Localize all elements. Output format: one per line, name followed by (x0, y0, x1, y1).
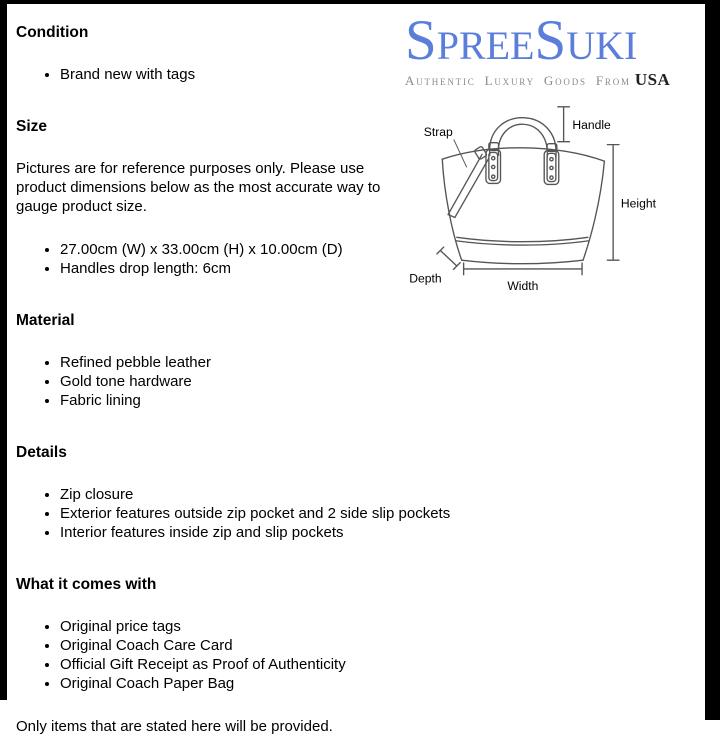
list-item: • Refined pebble leather (60, 353, 697, 372)
bag-diagram-wrap (405, 99, 697, 304)
list-item: • Zip closure (60, 485, 697, 504)
list-item: • Original Coach Care Card (60, 636, 697, 655)
section-heading-condition: Condition (16, 24, 89, 41)
list-item: • Handles drop length: 6cm (60, 259, 697, 278)
bag-right-side (583, 161, 604, 260)
brand-tagline-text: Authentic Luxury Goods From (405, 73, 631, 88)
height-measure-line (607, 145, 619, 261)
bag-dimension-diagram (405, 99, 697, 299)
brand-and-diagram-block (405, 9, 697, 304)
bag-strap-edge-2 (455, 158, 489, 217)
section-heading-material: Material (16, 312, 75, 329)
brand-logo: SpreeSuki (405, 9, 638, 72)
bag-top-edge (442, 148, 604, 161)
brand-tagline (405, 70, 697, 91)
what-it-comes-with-list (16, 617, 697, 693)
footer-note: Only items that are stated here will be provided. (16, 718, 333, 735)
list-item: • Exterior features outside zip pocket and 2 side slip pockets (60, 504, 697, 523)
bag-right-tab-rivet (550, 158, 553, 161)
frame-left-bar (0, 0, 7, 700)
depth-label: Depth (409, 271, 442, 286)
bag-band-seam-2 (457, 237, 588, 241)
list-item: • Interior features inside zip and slip pockets (60, 523, 697, 542)
list-item: • Official Gift Receipt as Proof of Authenticity (60, 655, 697, 674)
bag-left-tab-rivet (492, 175, 495, 178)
bag-bottom-edge (462, 260, 583, 264)
bag-right-tab-rivet (550, 176, 553, 179)
width-measure-line (464, 263, 582, 275)
list-item: • Fabric lining (60, 391, 697, 410)
bag-left-tab-rivet (492, 157, 495, 160)
handle-measure-line (558, 107, 570, 142)
section-heading-details: Details (16, 444, 67, 461)
section-heading-what-it-comes-with: What it comes with (16, 576, 157, 593)
size-note: Pictures are for reference purposes only. Please use product dimensions below as the most accurate way to gauge product size. (16, 160, 381, 215)
list-item: • Gold tone hardware (60, 372, 697, 391)
height-label: Height (620, 196, 656, 211)
list-item: • 27.00cm (W) x 33.00cm (H) x 10.00cm (D) (60, 240, 697, 259)
list-item: • Original price tags (60, 617, 697, 636)
section-heading-size: Size (16, 118, 48, 135)
depth-measure-line (437, 247, 460, 269)
handle-label: Handle (572, 118, 611, 133)
list-item: • Original Coach Paper Bag (60, 674, 697, 693)
list-item: • Brand new with tags (60, 65, 697, 84)
bag-right-tab-rivet (550, 166, 553, 169)
brand-tagline-usa: USA (634, 70, 671, 89)
frame-top-bar (0, 0, 720, 4)
width-label: Width (507, 279, 539, 294)
bag-left-tab-rivet (492, 165, 495, 168)
frame-right-bar (705, 0, 720, 720)
bag-handle-inner (498, 124, 547, 157)
material-list (16, 353, 697, 410)
description-content (7, 4, 705, 735)
details-list (16, 485, 697, 542)
strap-label: Strap (423, 124, 453, 139)
